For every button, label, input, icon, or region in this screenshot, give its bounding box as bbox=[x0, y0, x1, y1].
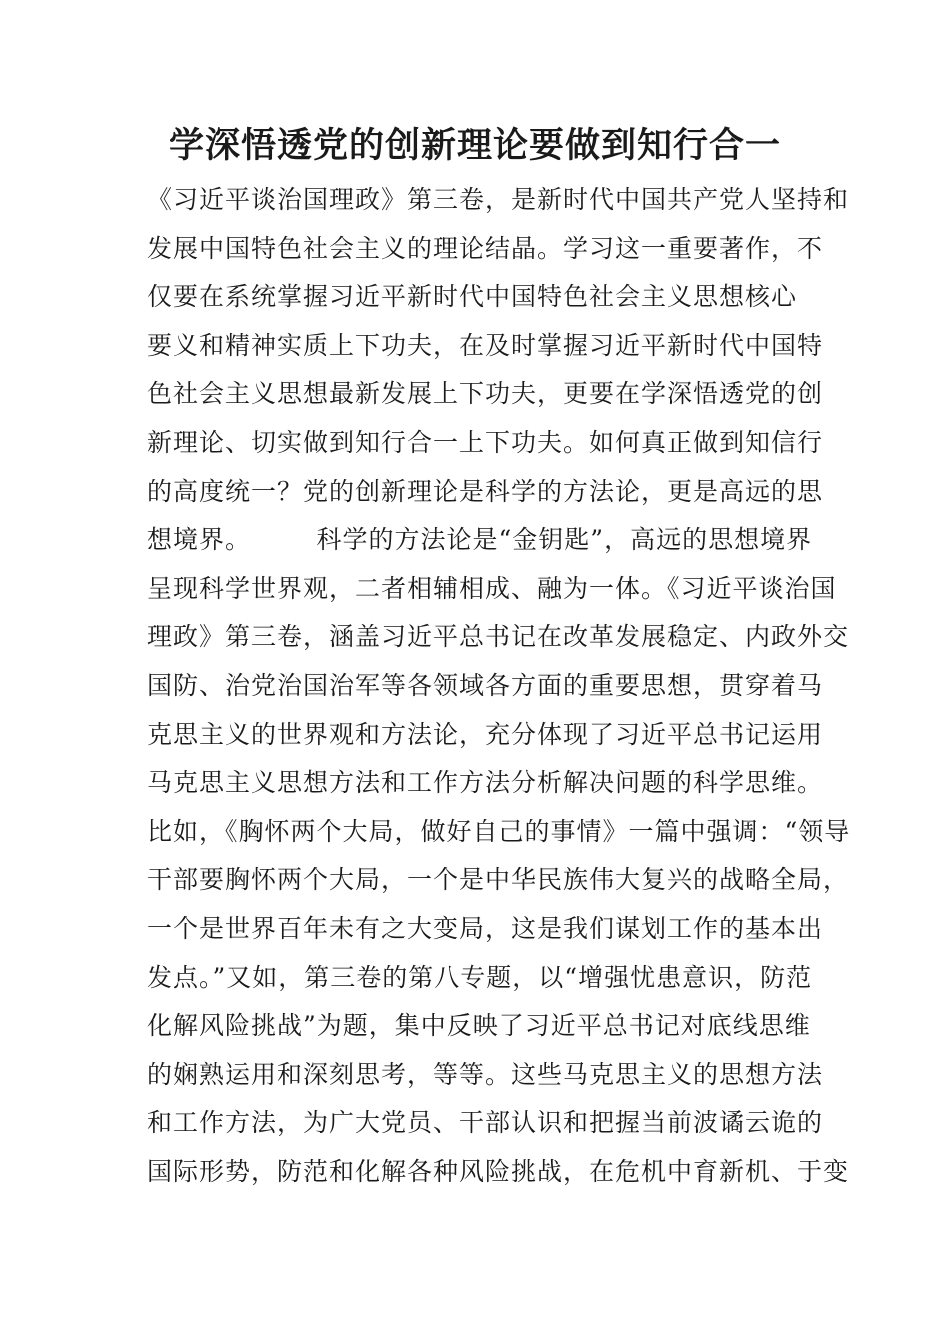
body-line: 理政》第三卷，涵盖习近平总书记在改革发展稳定、内政外交 bbox=[147, 622, 850, 652]
body-line: 仅要在系统掌握习近平新时代中国特色社会主义思想核心 bbox=[147, 282, 798, 312]
body-line: 发点。”又如，第三卷的第八专题，以“增强忧患意识，防范 bbox=[147, 962, 813, 992]
body-line: 国防、治党治国治军等各领域各方面的重要思想，贯穿着马 bbox=[147, 670, 824, 700]
body-line: 新理论、切实做到知行合一上下功夫。如何真正做到知信行 bbox=[147, 427, 824, 457]
body-line: 色社会主义思想最新发展上下功夫，更要在学深悟透党的创 bbox=[147, 379, 824, 409]
body-line: 克思主义的世界观和方法论，充分体现了习近平总书记运用 bbox=[147, 719, 824, 749]
body-line: 发展中国特色社会主义的理论结晶。学习这一重要著作，不 bbox=[147, 233, 824, 263]
body-line: 要义和精神实质上下功夫，在及时掌握习近平新时代中国特 bbox=[147, 330, 824, 360]
body-line: 和工作方法，为广大党员、干部认识和把握当前波谲云诡的 bbox=[147, 1108, 824, 1138]
body-line: 化解风险挑战”为题，集中反映了习近平总书记对底线思维 bbox=[147, 1011, 811, 1041]
document-body bbox=[147, 176, 851, 1196]
body-line: 《习近平谈治国理政》第三卷，是新时代中国共产党人坚持和 bbox=[147, 185, 850, 214]
body-line: 呈现科学世界观，二者相辅相成、融为一体。《习近平谈治国 bbox=[147, 573, 837, 603]
body-line: 的娴熟运用和深刻思考，等等。这些马克思主义的思想方法 bbox=[147, 1059, 824, 1089]
body-line: 干部要胸怀两个大局，一个是中华民族伟大复兴的战略全局， bbox=[147, 865, 850, 895]
body-line: 马克思主义思想方法和工作方法分析解决问题的科学思维。 bbox=[147, 768, 824, 798]
body-line: 国际形势，防范和化解各种风险挑战，在危机中育新机、于变 bbox=[147, 1156, 850, 1186]
body-line: 想境界。 科学的方法论是“金钥匙”，高远的思想境界 bbox=[147, 525, 813, 555]
body-line: 比如，《胸怀两个大局，做好自己的事情》一篇中强调：“领导 bbox=[147, 816, 851, 846]
body-line: 一个是世界百年未有之大变局，这是我们谋划工作的基本出 bbox=[147, 913, 824, 943]
document-title: 学深悟透党的创新理论要做到知行合一 bbox=[168, 125, 781, 166]
body-line: 的高度统一？党的创新理论是科学的方法论，更是高远的思 bbox=[147, 476, 824, 506]
